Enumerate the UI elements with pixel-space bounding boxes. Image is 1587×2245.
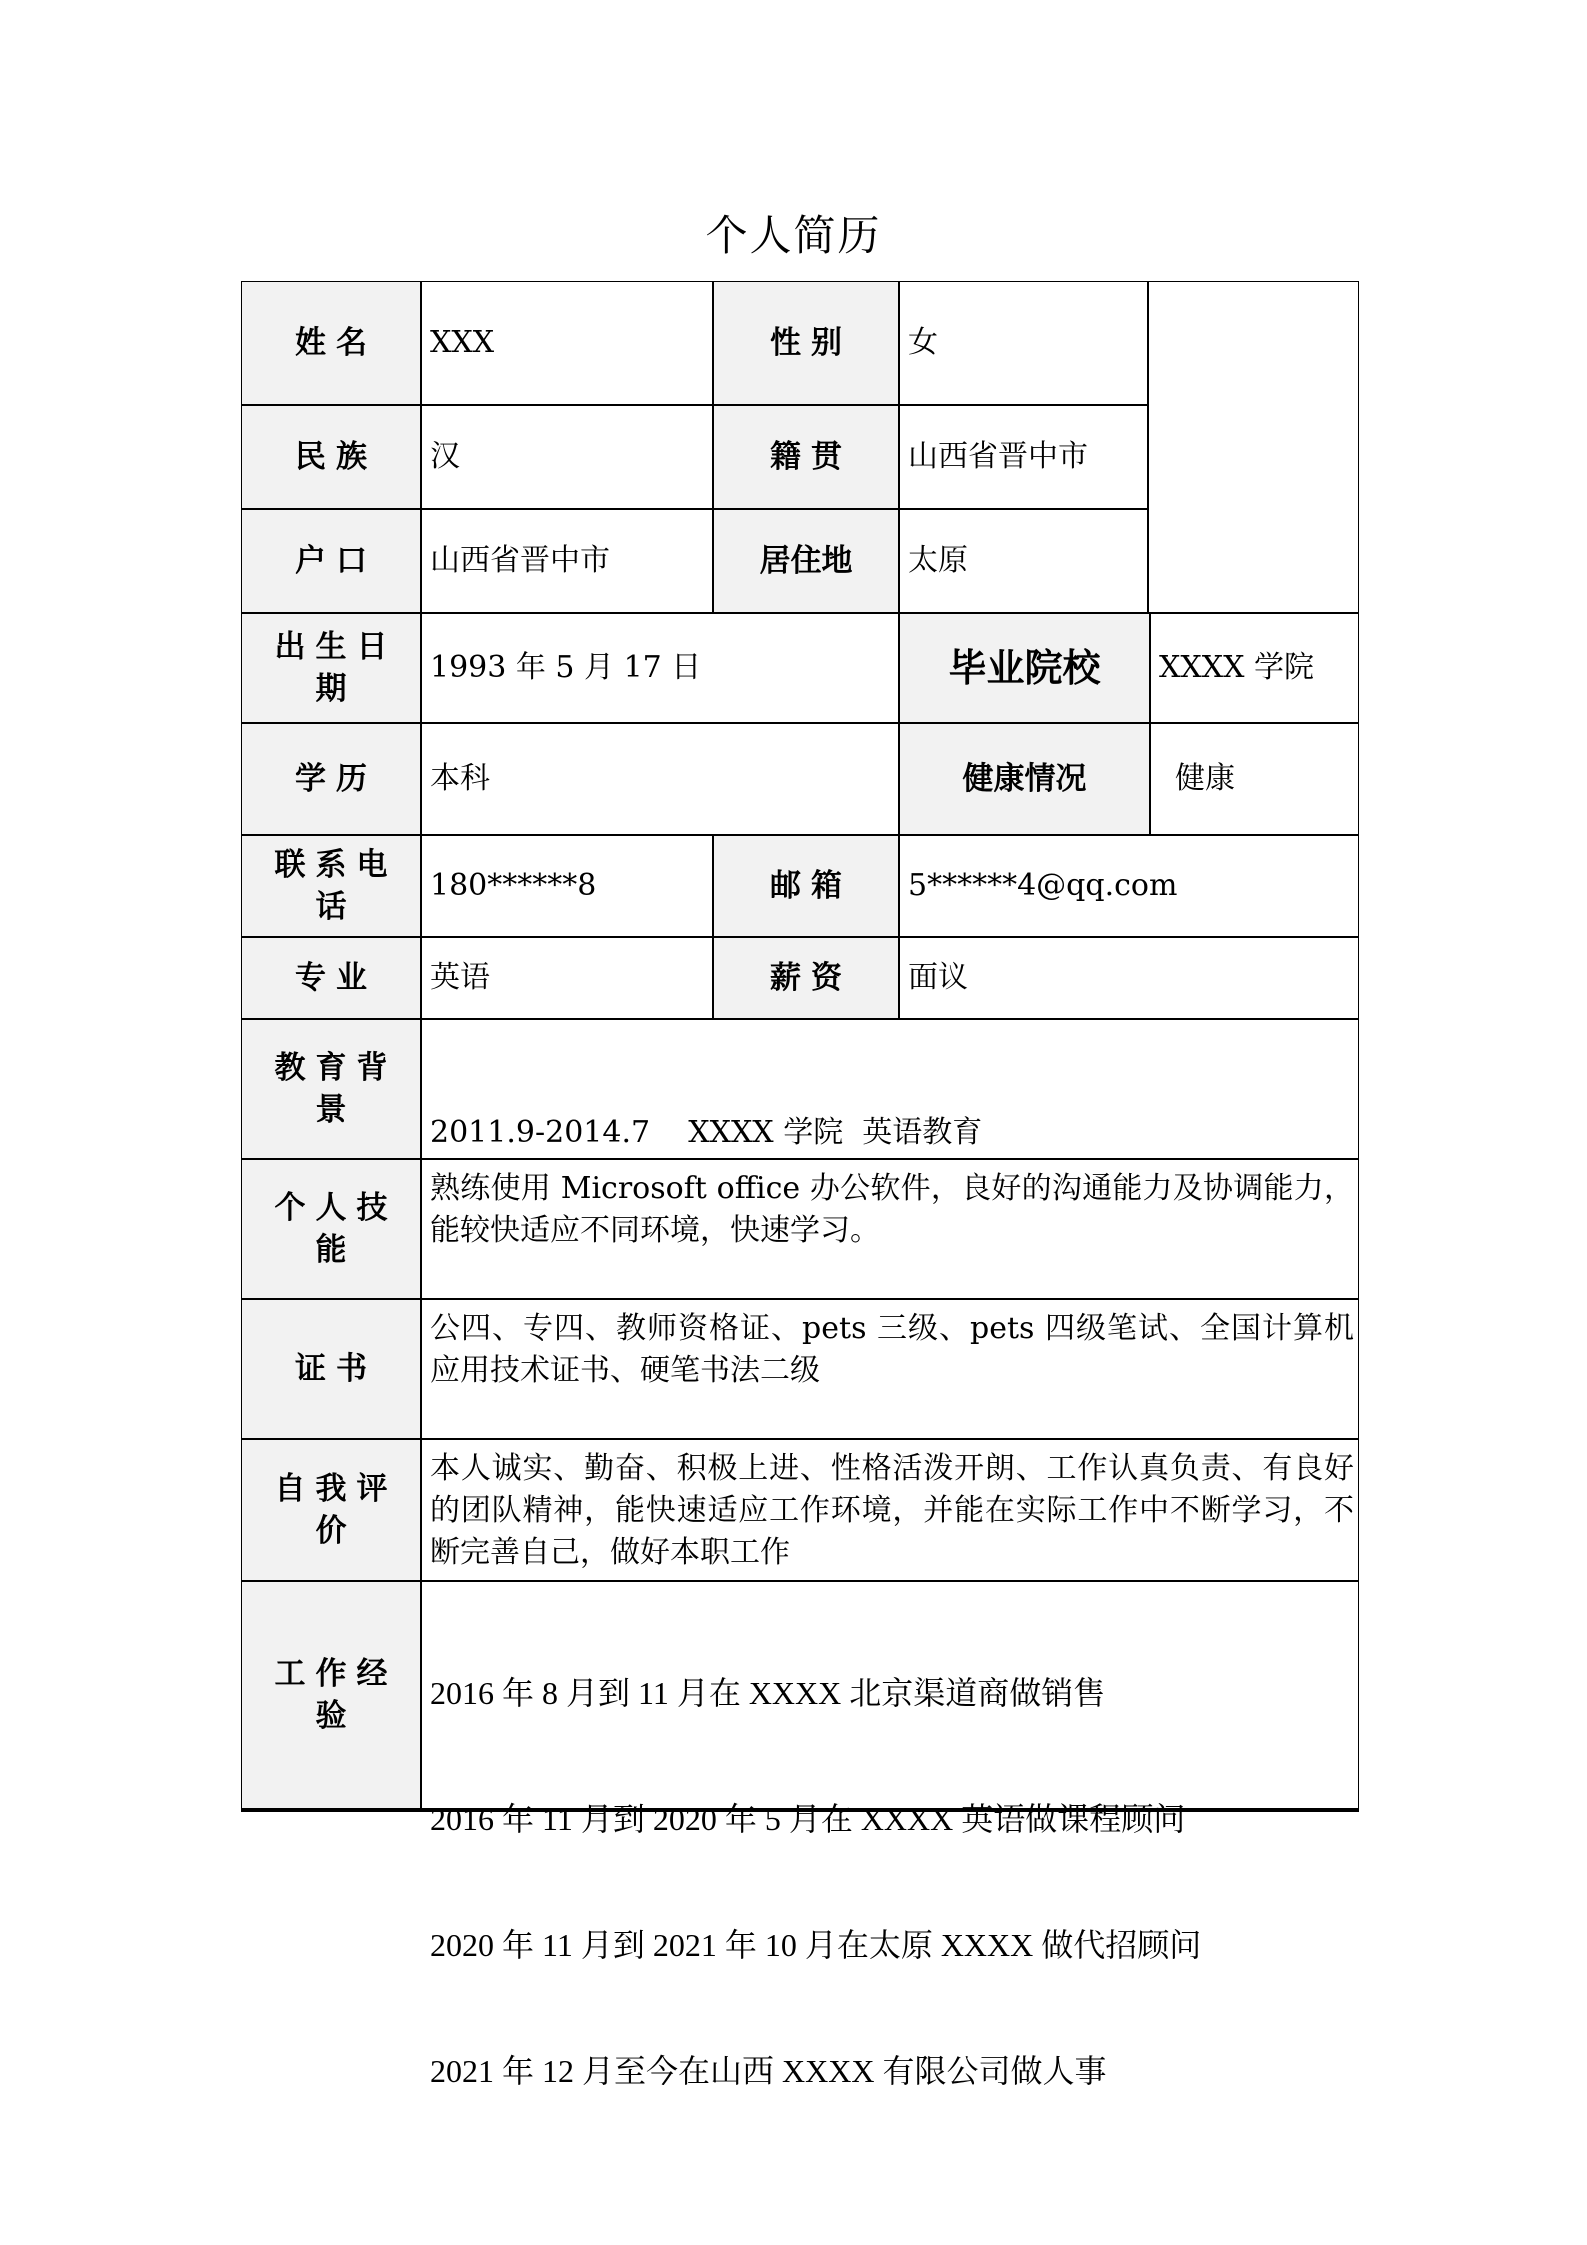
school-value: XXXX 学院	[1150, 613, 1359, 723]
residence-label: 居住地	[713, 509, 899, 613]
phone-value: 180******8	[421, 835, 713, 937]
hukou-label: 户口	[241, 509, 421, 613]
major-label: 专业	[241, 937, 421, 1019]
degree-label: 学历	[241, 723, 421, 835]
birth-date-value: 1993 年 5 月 17 日	[421, 613, 899, 723]
page-title: 个人简历	[705, 211, 882, 260]
skills-label: 个人技能	[241, 1159, 421, 1299]
self-evaluation-label: 自我评价	[241, 1439, 421, 1581]
self-evaluation-value	[421, 1439, 1359, 1581]
gender-value: 女	[899, 281, 1148, 405]
self-evaluation-text: 本人诚实、勤奋、积极上进、性格活泼开朗、工作认真负责、有良好的团队精神，能快速适应工作环境，并能在实际工作中不断学习，不断完善自己，做好本职工作	[430, 1451, 1354, 1570]
residence-value: 太原	[899, 509, 1148, 613]
work-experience-line: 2016 年 11 月到 2020 年 5 月在 XXXX 英语做课程顾问	[430, 1801, 1186, 1837]
name-label: 姓名	[241, 281, 421, 405]
gender-label: 性别	[713, 281, 899, 405]
certificates-value	[421, 1299, 1359, 1439]
birth-date-label: 出生日期	[241, 613, 421, 723]
certificates-label: 证书	[241, 1299, 421, 1439]
ethnicity-value: 汉	[421, 405, 713, 509]
degree-value: 本科	[421, 723, 899, 835]
skills-text: 熟练使用 Microsoft office 办公软件，良好的沟通能力及协调能力，能较快适应不同环境，快速学习。	[430, 1171, 1354, 1248]
name-value: XXX	[421, 281, 713, 405]
certificates-text: 公四、专四、教师资格证、pets 三级、pets 四级笔试、全国计算机应用技术证书、硬笔书法二级	[430, 1311, 1354, 1388]
school-label: 毕业院校	[899, 613, 1150, 723]
education-line: 2011.9-2014.7 XXXX 学院 英语教育	[430, 1115, 983, 1150]
photo-area	[1148, 281, 1359, 613]
work-experience-line: 2020 年 11 月到 2021 年 10 月在太原 XXXX 做代招顾问	[430, 1927, 1202, 1963]
work-experience-label: 工作经验	[241, 1581, 421, 1812]
skills-value	[421, 1159, 1359, 1299]
salary-value: 面议	[899, 937, 1359, 1019]
phone-label: 联系电话	[241, 835, 421, 937]
native-place-label: 籍贯	[713, 405, 899, 509]
native-place-value: 山西省晋中市	[899, 405, 1148, 509]
education-label: 教育背景	[241, 1019, 421, 1159]
hukou-value: 山西省晋中市	[421, 509, 713, 613]
education-value	[421, 1019, 1359, 1159]
major-value: 英语	[421, 937, 713, 1019]
email-label: 邮箱	[713, 835, 899, 937]
email-value: 5******4@qq.com	[899, 835, 1359, 937]
work-experience-line: 2021 年 12 月至今在山西 XXXX 有限公司做人事	[430, 2053, 1107, 2089]
health-value: 健康	[1150, 723, 1359, 835]
salary-label: 薪资	[713, 937, 899, 1019]
health-label: 健康情况	[899, 723, 1150, 835]
work-experience-line: 2016 年 8 月到 11 月在 XXXX 北京渠道商做销售	[430, 1675, 1106, 1711]
ethnicity-label: 民族	[241, 405, 421, 509]
work-experience-value	[421, 1581, 1359, 2089]
